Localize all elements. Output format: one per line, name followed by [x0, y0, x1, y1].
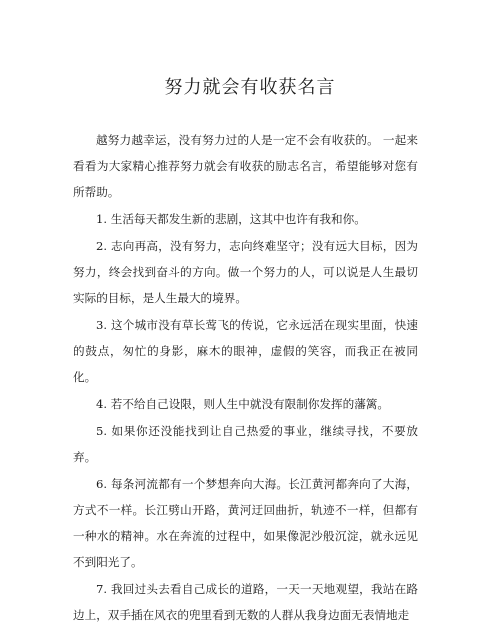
intro-paragraph: 越努力越幸运，没有努力过的人是一定不会有收获的。 一起来看看为大家精心推荐努力就会有收获的励志名言，希望能够对您有所帮助。: [73, 133, 418, 199]
quote-paragraph: 4. 若不给自己设限，则人生中就没有限制你发挥的藩篱。: [96, 397, 389, 411]
document-body: [73, 127, 418, 629]
quote-paragraph: 2. 志向再高，没有努力，志向终难坚守；没有远大目标，因为努力，终会找到奋斗的方向。做一个努力的人，可以说是人生最切实际的目标，是人生最大的境界。: [73, 239, 418, 305]
quote-paragraph: 5. 如果你还没能找到让自己热爱的事业，继续寻找，不要放弃。: [73, 424, 418, 464]
quote-paragraph: 3. 这个城市没有草长莺飞的传说，它永远活在现实里面，快速的鼓点，匆忙的身影，麻木的眼神，虚假的笑容，而我正在被同化。: [73, 318, 418, 384]
quote-paragraph: 7. 我回过头去看自己成长的道路，一天一天地观望，我站在路边上，双手插在风衣的兜里看到无数的人群从我身边面无表情地走: [73, 582, 418, 622]
quote-paragraph: 1. 生活每天都发生新的悲剧，这其中也许有我和你。: [96, 212, 366, 226]
document-title: 努力就会有收获名言: [164, 77, 336, 98]
quote-paragraph: 6. 每条河流都有一个梦想奔向大海。长江黄河都奔向了大海，方式不一样。长江劈山开路，黄河迂回曲折，轨迹不一样，但都有一种水的精神。水在奔流的过程中，如果像泥沙般沉淀，就永远见不到阳光了。: [73, 477, 418, 569]
